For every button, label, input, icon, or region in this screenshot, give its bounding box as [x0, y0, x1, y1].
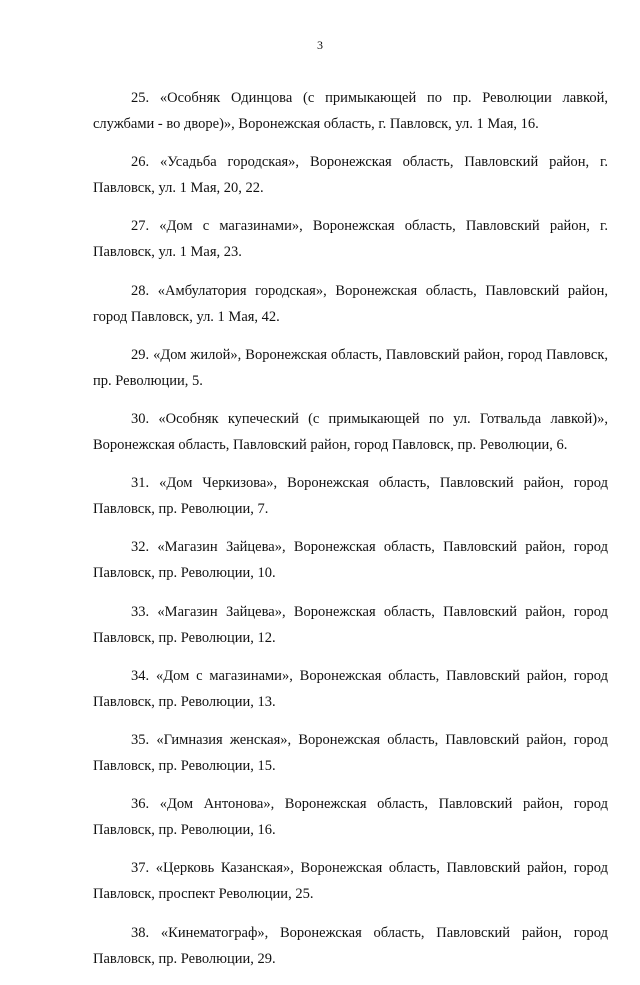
- list-item: 30. «Особняк купеческий (с примыкающей по ул. Готвальда лавкой)», Воронежская область, Павловский район, город Павловск, пр. Революции, 6.: [93, 411, 608, 453]
- list-item: 28. «Амбулатория городская», Воронежская область, Павловский район, город Павловск, ул. 1 Мая, 42.: [93, 282, 608, 325]
- list-item: 33. «Магазин Зайцева», Воронежская область, Павловский район, город Павловск, пр. Революции, 12.: [93, 603, 608, 646]
- list-item: 26. «Усадьба городская», Воронежская область, Павловский район, г. Павловск, ул. 1 Мая, 20, 22.: [93, 154, 608, 197]
- list-item: 34. «Дом с магазинами», Воронежская область, Павловский район, город Павловск, пр. Революции, 13.: [93, 667, 608, 710]
- page-number: 3: [317, 38, 323, 52]
- list-item: 27. «Дом с магазинами», Воронежская область, Павловский район, г. Павловск, ул. 1 Мая, 23.: [93, 218, 608, 261]
- list-item: 35. «Гимназия женская», Воронежская область, Павловский район, город Павловск, пр. Революции, 15.: [93, 732, 608, 774]
- list-item: 29. «Дом жилой», Воронежская область, Павловский район, город Павловск, пр. Революции, 5.: [93, 346, 608, 389]
- list-item: 32. «Магазин Зайцева», Воронежская область, Павловский район, город Павловск, пр. Революции, 10.: [93, 539, 608, 582]
- list-item: 38. «Кинематограф», Воронежская область, Павловский район, город Павловск, пр. Революции, 29.: [93, 924, 608, 967]
- entry-list: [93, 86, 608, 985]
- list-item: 36. «Дом Антонова», Воронежская область, Павловский район, город Павловск, пр. Революции, 16.: [93, 796, 608, 839]
- list-item: 37. «Церковь Казанская», Воронежская область, Павловский район, город Павловск, проспект Революции, 25.: [93, 860, 608, 903]
- list-item: 25. «Особняк Одинцова (с примыкающей по пр. Революции лавкой, службами - во дворе)», Воронежская область, г. Павловск, ул. 1 Мая, 16.: [93, 90, 608, 132]
- list-item: 31. «Дом Черкизова», Воронежская область, Павловский район, город Павловск, пр. Революции, 7.: [93, 475, 608, 518]
